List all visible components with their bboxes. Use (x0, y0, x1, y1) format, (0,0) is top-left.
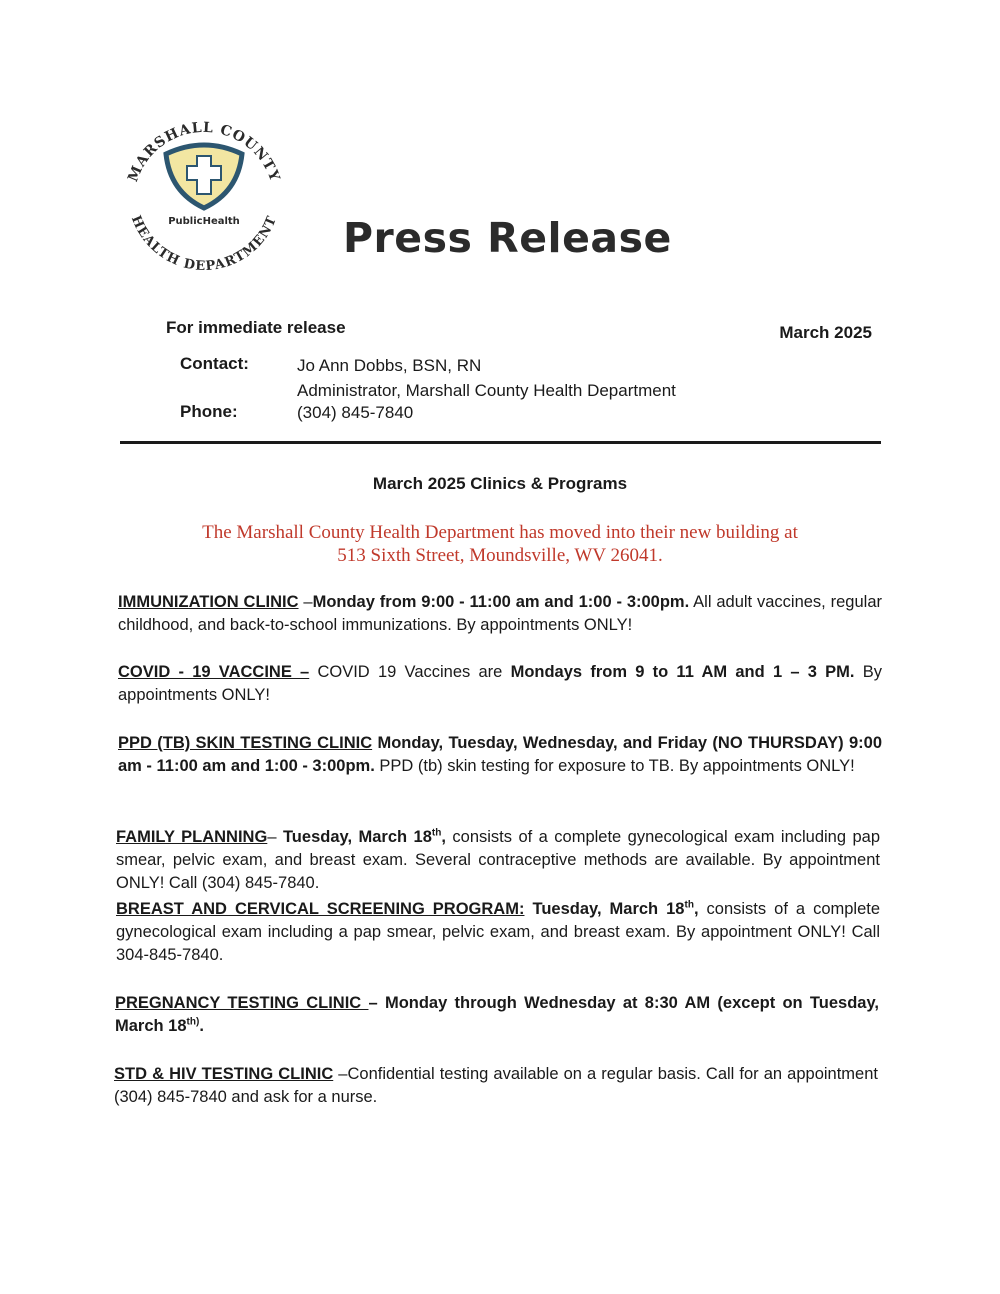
contact-name: Jo Ann Dobbs, BSN, RN (297, 356, 482, 375)
phone-label: Phone: (180, 402, 238, 421)
covid-text-1: COVID 19 Vaccines are (309, 663, 511, 681)
immunization-sep: – (298, 593, 313, 611)
immunization-clinic (118, 591, 882, 637)
family-schedule: Tuesday, March 18 (282, 828, 432, 846)
logo-top-text: MARSHALL COUNTY (125, 119, 283, 185)
ppd-heading: PPD (TB) SKIN TESTING CLINIC (118, 734, 373, 752)
pregnancy-testing (115, 992, 879, 1038)
release-label: For immediate release (166, 318, 346, 337)
ppd-text: PPD (tb) skin testing for exposure to TB. By appointments ONLY! (374, 757, 855, 775)
immunization-text: All adult vaccines, regular childhood, and back-to-school immunizations. By appointments ONLY! (118, 593, 882, 634)
breast-schedule: Tuesday, March 18 (524, 900, 685, 918)
breast-comma: , (693, 900, 699, 918)
breast-heading: BREAST AND CERVICAL SCREENING PROGRAM: (116, 900, 525, 918)
health-department-logo (112, 110, 292, 270)
ppd-schedule: Monday, Tuesday, Wednesday, and Friday (NO THURSDAY) 9:00 am - 11:00 am and 1:00 - 3:00pm. (118, 734, 882, 775)
section-title: March 2025 Clinics & Programs (372, 474, 628, 493)
std-hiv-testing (114, 1063, 878, 1109)
std-text: –Confidential testing available on a regular basis. Call for an appointment (304) 845-7840 and ask for a nurse. (114, 1065, 878, 1106)
page-title: Press Release (343, 214, 672, 262)
breast-text: consists of a complete gynecological exam including a pap smear, pelvic exam, and breast exam. By appointment ONLY! Call 304-845-7840. (116, 900, 881, 964)
immunization-schedule: Monday from 9:00 - 11:00 am and 1:00 - 3:00pm. (312, 593, 690, 611)
covid-schedule: Mondays from 9 to 11 AM and 1 – 3 PM. (510, 663, 855, 681)
pregnancy-heading: PREGNANCY TESTING CLINIC (115, 994, 369, 1012)
pregnancy-schedule: – Monday through Wednesday at 8:30 AM (except on Tuesday, March 18 (115, 994, 879, 1035)
notice-line-2: 513 Sixth Street, Moundsville, WV 26041. (337, 545, 663, 566)
logo-bottom-text: HEALTH DEPARTMENT (127, 213, 281, 270)
covid-vaccine (118, 661, 882, 707)
ppd-clinic (118, 732, 882, 778)
contact-phone: (304) 845-7840 (297, 403, 414, 422)
breast-cervical-program (116, 898, 880, 967)
family-comma: , (441, 828, 446, 846)
breast-sup: th (684, 899, 694, 911)
divider (120, 441, 881, 444)
family-heading: FAMILY PLANNING (116, 828, 268, 846)
immunization-heading: IMMUNIZATION CLINIC (118, 593, 299, 611)
family-sep: – (267, 828, 283, 846)
family-sup: th (431, 827, 442, 839)
contact-label: Contact: (180, 354, 249, 373)
logo-inner-text: PublicHealth (168, 216, 240, 227)
family-text: consists of a complete gynecological exam including pap smear, pelvic exam, and breast exam. Several contraceptive methods are available. By appointment ONLY! Call (304) 845-7840. (116, 828, 881, 892)
pregnancy-end: . (199, 1017, 204, 1035)
covid-text-2: By appointments ONLY! (118, 663, 882, 704)
release-date: March 2025 (779, 323, 872, 342)
family-planning (116, 826, 880, 895)
contact-role: Administrator, Marshall County Health Department (297, 381, 676, 400)
std-heading: STD & HIV TESTING CLINIC (114, 1065, 334, 1083)
notice-line-1: The Marshall County Health Department has moved into their new building at (202, 522, 798, 543)
pregnancy-sup: th) (186, 1016, 200, 1028)
relocation-notice (0, 521, 1000, 567)
covid-heading: COVID - 19 VACCINE – (118, 663, 310, 681)
